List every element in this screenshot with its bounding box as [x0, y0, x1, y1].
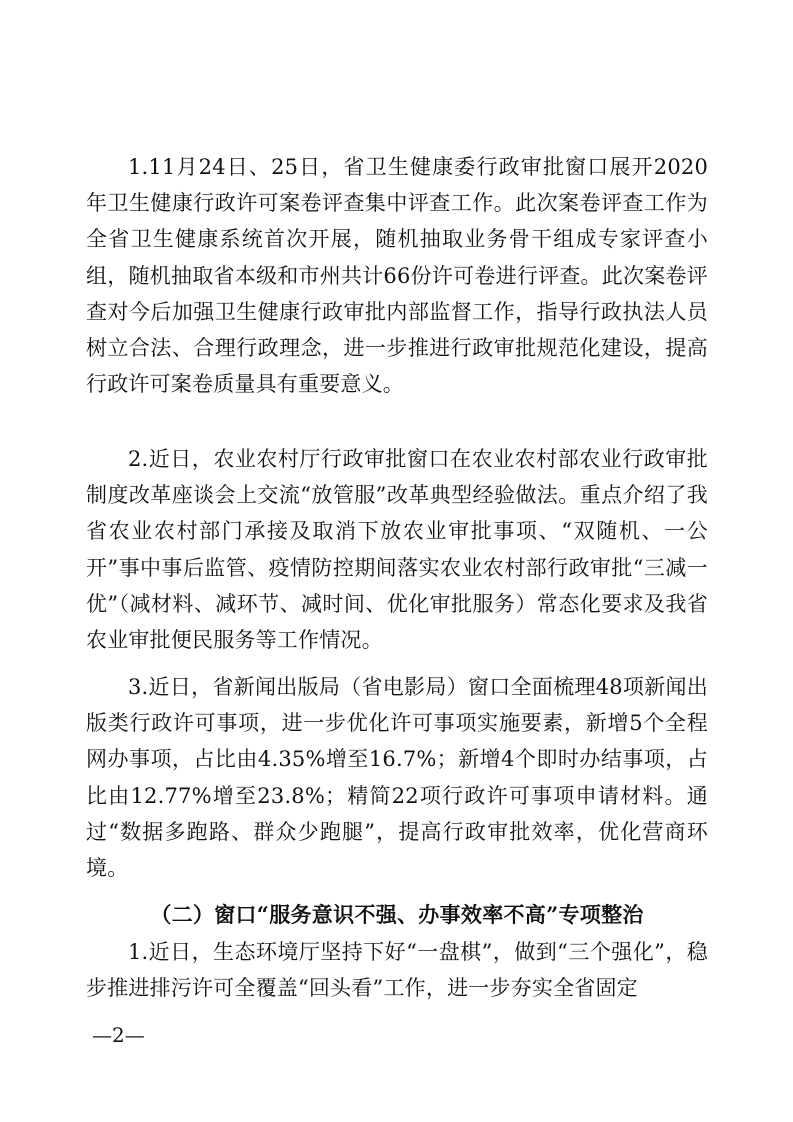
paragraph-1: 1.11月24日、25日，省卫生健康委行政审批窗口展开2020年卫生健康行政许可案卷评查集中评查工作。此次案卷评查工作为全省卫生健康系统首次开展，随机抽取业务骨干组成专家评查小组，随机抽取省本级和市州共计66份许可卷进行评查。此次案卷评查对今后加强卫生健康行政审批内部监督工作，指导行政执法人员树立合法、合理行政理念，进一步推进行政审批规范化建设，提高行政许可案卷质量具有重要意义。 — [86, 155, 708, 397]
paragraph-4: 1.近日，生态环境厅坚持下好“一盘棋”，做到“三个强化”，稳步推进排污许可全覆盖“回头看”工作，进一步夯实全省固定 — [86, 940, 708, 1001]
paragraph-2: 2.近日，农业农村厅行政审批窗口在农业农村部农业行政审批制度改革座谈会上交流“放管服”改革典型经验做法。重点介绍了我省农业农村部门承接及取消下放农业审批事项、“双随机、一公开”事中事后监管、疫情防控期间落实农业农村部行政审批“三减一优”（减材料、减环节、减时间、优化审批服务）常态化要求及我省农业审批便民服务等工作情况。 — [86, 447, 708, 653]
section-heading: （二）窗口“服务意识不强、办事效率不高”专项整治 — [150, 902, 644, 927]
paragraph-3: 3.近日，省新闻出版局（省电影局）窗口全面梳理48项新闻出版类行政许可事项，进一步优化许可事项实施要素，新增5个全程网办事项，占比由4.35%增至16.7%；新增4个即时办结事项，占比由12.77%增至23.8%；精简22项行政许可事项申请材料。通过“数据多跑路、群众少跑腿”，提高行政审批效率，优化营商环境。 — [86, 675, 708, 881]
page-number: —2— — [92, 1023, 145, 1047]
